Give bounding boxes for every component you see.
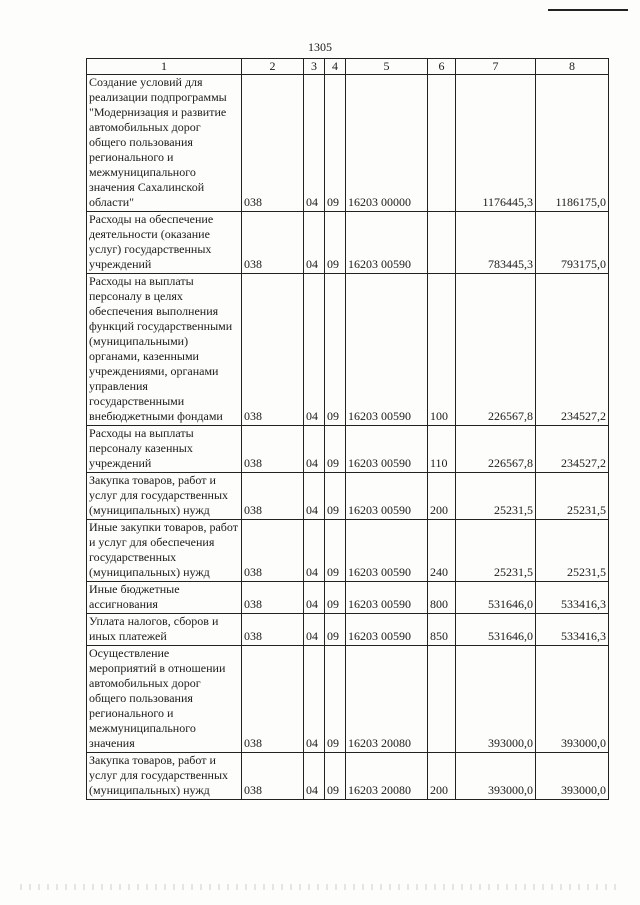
page-number: 1305 (308, 40, 332, 54)
header-cell: 1 (87, 59, 242, 75)
row-rz-cell: 04 (304, 212, 325, 274)
row-ved-cell: 038 (242, 426, 304, 473)
header-cell: 7 (456, 59, 536, 75)
row-rz-cell: 04 (304, 274, 325, 426)
row-sum-year1-cell: 25231,5 (456, 473, 536, 520)
row-ved-cell: 038 (242, 274, 304, 426)
table-row (87, 614, 609, 646)
row-sum-year2-cell: 25231,5 (536, 520, 609, 582)
header-cell: 2 (242, 59, 304, 75)
row-sum-year2-cell: 793175,0 (536, 212, 609, 274)
row-rz-cell: 04 (304, 753, 325, 800)
header-cell: 6 (428, 59, 456, 75)
row-vr-cell: 850 (428, 614, 456, 646)
row-vr-cell (428, 212, 456, 274)
row-sum-year2-cell: 234527,2 (536, 274, 609, 426)
row-csr-cell: 16203 00590 (346, 614, 428, 646)
row-sum-year2-cell: 393000,0 (536, 753, 609, 800)
row-csr-cell: 16203 00590 (346, 274, 428, 426)
header-cell: 3 (304, 59, 325, 75)
row-pr-cell: 09 (325, 614, 346, 646)
row-sum-year1-cell: 226567,8 (456, 426, 536, 473)
row-csr-cell: 16203 00590 (346, 582, 428, 614)
row-name-cell: Осуществление мероприятий в отношении автомобильных дорог общего пользования регионального и межмуниципального значения (87, 646, 242, 753)
row-csr-cell: 16203 20080 (346, 646, 428, 753)
row-vr-cell: 100 (428, 274, 456, 426)
row-sum-year2-cell: 234527,2 (536, 426, 609, 473)
row-csr-cell: 16203 00590 (346, 520, 428, 582)
table-row (87, 426, 609, 473)
row-csr-cell: 16203 00590 (346, 212, 428, 274)
row-vr-cell: 800 (428, 582, 456, 614)
row-csr-cell: 16203 00000 (346, 75, 428, 212)
row-name-cell: Иные бюджетные ассигнования (87, 582, 242, 614)
row-rz-cell: 04 (304, 646, 325, 753)
row-rz-cell: 04 (304, 582, 325, 614)
row-sum-year1-cell: 1176445,3 (456, 75, 536, 212)
row-name-cell: Расходы на выплаты персоналу в целях обеспечения выполнения функций государственными (муниципальными) органами, казенными учреждениями, органами управления государственными внебюджетными фондами (87, 274, 242, 426)
row-sum-year2-cell: 533416,3 (536, 582, 609, 614)
row-name-cell: Создание условий для реализации подпрограммы "Модернизация и развитие автомобильных дорог общего пользования регионального и межмуниципального значения Сахалинской области" (87, 75, 242, 212)
row-pr-cell: 09 (325, 473, 346, 520)
table-row (87, 520, 609, 582)
row-pr-cell: 09 (325, 520, 346, 582)
row-ved-cell: 038 (242, 582, 304, 614)
row-pr-cell: 09 (325, 426, 346, 473)
row-sum-year1-cell: 25231,5 (456, 520, 536, 582)
row-ved-cell: 038 (242, 520, 304, 582)
row-pr-cell: 09 (325, 582, 346, 614)
row-rz-cell: 04 (304, 614, 325, 646)
row-pr-cell: 09 (325, 212, 346, 274)
table-row (87, 75, 609, 212)
row-pr-cell: 09 (325, 753, 346, 800)
scan-noise (20, 884, 620, 890)
row-name-cell: Уплата налогов, сборов и иных платежей (87, 614, 242, 646)
table-row (87, 212, 609, 274)
row-csr-cell: 16203 00590 (346, 473, 428, 520)
row-ved-cell: 038 (242, 212, 304, 274)
row-ved-cell: 038 (242, 646, 304, 753)
row-sum-year2-cell: 533416,3 (536, 614, 609, 646)
table-row (87, 473, 609, 520)
row-csr-cell: 16203 20080 (346, 753, 428, 800)
row-sum-year2-cell: 1186175,0 (536, 75, 609, 212)
row-ved-cell: 038 (242, 753, 304, 800)
row-csr-cell: 16203 00590 (346, 426, 428, 473)
header-cell: 5 (346, 59, 428, 75)
table-header-row (87, 59, 609, 75)
row-vr-cell (428, 75, 456, 212)
row-vr-cell: 200 (428, 473, 456, 520)
budget-table (86, 58, 609, 800)
row-vr-cell: 240 (428, 520, 456, 582)
row-sum-year1-cell: 783445,3 (456, 212, 536, 274)
row-rz-cell: 04 (304, 75, 325, 212)
row-vr-cell: 110 (428, 426, 456, 473)
header-cell: 8 (536, 59, 609, 75)
row-sum-year1-cell: 393000,0 (456, 753, 536, 800)
table-row (87, 753, 609, 800)
row-rz-cell: 04 (304, 426, 325, 473)
row-pr-cell: 09 (325, 75, 346, 212)
top-edge-line (548, 9, 628, 11)
row-pr-cell: 09 (325, 646, 346, 753)
row-rz-cell: 04 (304, 520, 325, 582)
row-sum-year2-cell: 393000,0 (536, 646, 609, 753)
row-sum-year1-cell: 531646,0 (456, 582, 536, 614)
row-name-cell: Закупка товаров, работ и услуг для государственных (муниципальных) нужд (87, 753, 242, 800)
row-name-cell: Расходы на выплаты персоналу казенных учреждений (87, 426, 242, 473)
row-pr-cell: 09 (325, 274, 346, 426)
row-sum-year1-cell: 226567,8 (456, 274, 536, 426)
row-name-cell: Расходы на обеспечение деятельности (оказание услуг) государственных учреждений (87, 212, 242, 274)
row-ved-cell: 038 (242, 614, 304, 646)
row-vr-cell (428, 646, 456, 753)
table-row (87, 274, 609, 426)
row-name-cell: Закупка товаров, работ и услуг для государственных (муниципальных) нужд (87, 473, 242, 520)
row-ved-cell: 038 (242, 473, 304, 520)
row-sum-year1-cell: 393000,0 (456, 646, 536, 753)
header-cell: 4 (325, 59, 346, 75)
row-sum-year2-cell: 25231,5 (536, 473, 609, 520)
table-row (87, 646, 609, 753)
row-sum-year1-cell: 531646,0 (456, 614, 536, 646)
row-ved-cell: 038 (242, 75, 304, 212)
row-vr-cell: 200 (428, 753, 456, 800)
row-name-cell: Иные закупки товаров, работ и услуг для обеспечения государственных (муниципальных) нужд (87, 520, 242, 582)
row-rz-cell: 04 (304, 473, 325, 520)
table-row (87, 582, 609, 614)
